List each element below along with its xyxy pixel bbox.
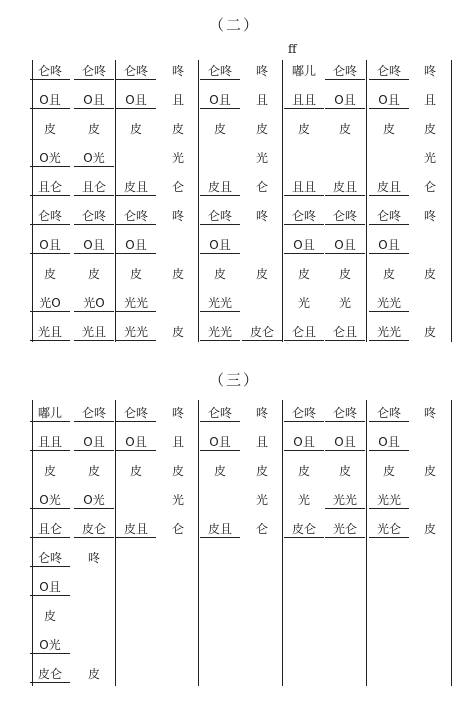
syllable-cell: 仑咚 (30, 551, 70, 567)
barline (282, 400, 283, 686)
syllable-cell: O且 (116, 238, 156, 254)
syllable-cell: O且 (369, 238, 409, 254)
syllable-cell: 仑咚 (200, 64, 240, 80)
syllable-cell: 皮 (382, 122, 395, 136)
syllable-cell: 皮仑 (284, 522, 324, 538)
syllable-cell: 光 (423, 151, 436, 165)
syllable-cell: 光光 (200, 325, 240, 341)
syllable-cell: 光光 (369, 493, 409, 509)
syllable-cell: 皮 (213, 267, 226, 281)
syllable-cell: 咚 (171, 209, 184, 223)
syllable-cell: O且 (284, 238, 324, 254)
syllable-cell: 仑咚 (284, 209, 324, 225)
syllable-cell: O且 (200, 238, 240, 254)
syllable-cell: 仑咚 (200, 406, 240, 422)
syllable-cell: 仑咚 (74, 209, 114, 225)
syllable-cell: 仑 (255, 180, 268, 194)
syllable-cell: 咚 (423, 209, 436, 223)
syllable-cell: O且 (30, 580, 70, 596)
syllable-cell: 仑咚 (116, 64, 156, 80)
syllable-cell: 咚 (171, 406, 184, 420)
syllable-cell: 皮仑 (30, 667, 70, 683)
syllable-cell: O且 (74, 93, 114, 109)
syllable-cell: O且 (369, 435, 409, 451)
syllable-cell: 仑咚 (369, 209, 409, 225)
syllable-cell: 皮 (255, 464, 268, 478)
syllable-cell: 光 (297, 296, 310, 310)
syllable-cell: 咚 (423, 64, 436, 78)
syllable-cell: O且 (30, 93, 70, 109)
barline (198, 60, 199, 342)
syllable-cell: 仑咚 (74, 406, 114, 422)
syllable-cell: 皮 (423, 325, 436, 339)
syllable-cell: 光光 (116, 325, 156, 341)
syllable-cell: 光 (255, 151, 268, 165)
syllable-cell: 咚 (87, 551, 100, 565)
syllable-cell: 皮 (87, 464, 100, 478)
syllable-cell: O光 (30, 638, 70, 654)
syllable-cell: O光 (74, 151, 114, 167)
syllable-cell: 仑咚 (116, 406, 156, 422)
syllable-cell: O且 (325, 435, 365, 451)
syllable-cell: 仑咚 (284, 406, 324, 422)
syllable-cell: 皮 (423, 122, 436, 136)
syllable-cell: 皮且 (200, 180, 240, 196)
syllable-cell: 皮 (43, 609, 56, 623)
syllable-cell: 光光 (369, 325, 409, 341)
syllable-cell: 且仑 (30, 522, 70, 538)
syllable-cell: 皮 (87, 667, 100, 681)
syllable-cell: O光 (30, 151, 70, 167)
syllable-cell: O且 (325, 93, 365, 109)
syllable-cell: 仑 (423, 180, 436, 194)
syllable-cell: 光 (255, 493, 268, 507)
barline (282, 60, 283, 342)
syllable-cell: 皮 (338, 267, 351, 281)
syllable-cell: 仑咚 (116, 209, 156, 225)
syllable-cell: 光 (338, 296, 351, 310)
syllable-cell: 皮仑 (242, 325, 282, 341)
dynamic-marking: ff (288, 42, 297, 56)
syllable-cell: O且 (74, 238, 114, 254)
syllable-cell: 光光 (369, 296, 409, 312)
syllable-cell: 皮 (297, 122, 310, 136)
syllable-cell: 且 (171, 93, 184, 107)
syllable-cell: O且 (116, 93, 156, 109)
syllable-cell: 嘟儿 (291, 64, 316, 78)
syllable-cell: 且且 (284, 180, 324, 196)
syllable-cell: 仑咚 (325, 209, 365, 225)
syllable-cell: 咚 (255, 406, 268, 420)
syllable-cell: 皮 (87, 267, 100, 281)
syllable-cell: 皮 (423, 267, 436, 281)
section-3-heading: （三） (208, 371, 260, 389)
syllable-cell: 咚 (171, 64, 184, 78)
syllable-cell: 光光 (116, 296, 156, 312)
syllable-cell: 皮 (423, 464, 436, 478)
syllable-cell: 皮 (129, 464, 142, 478)
syllable-cell: 且仑 (30, 180, 70, 196)
syllable-cell: 光光 (200, 296, 240, 312)
syllable-cell: 仑且 (325, 325, 365, 341)
syllable-cell: 仑咚 (325, 64, 365, 80)
syllable-cell: 光仑 (325, 522, 365, 538)
syllable-cell: 光 (297, 493, 310, 507)
syllable-cell: 皮且 (116, 522, 156, 538)
syllable-cell: 且仑 (74, 180, 114, 196)
syllable-cell: 光光 (325, 493, 365, 509)
syllable-cell: 光O (30, 296, 70, 312)
barline (366, 60, 367, 342)
syllable-cell: O且 (74, 435, 114, 451)
syllable-cell: 皮 (338, 464, 351, 478)
syllable-cell: 仑咚 (30, 64, 70, 80)
syllable-cell: 仑 (171, 180, 184, 194)
syllable-cell: 仑咚 (74, 64, 114, 80)
syllable-cell: 仑 (171, 522, 184, 536)
syllable-cell: 皮 (255, 267, 268, 281)
syllable-cell: 光且 (30, 325, 70, 341)
syllable-cell: 仑咚 (30, 209, 70, 225)
syllable-cell: 皮 (382, 464, 395, 478)
syllable-cell: O且 (200, 93, 240, 109)
syllable-cell: 咚 (255, 209, 268, 223)
syllable-cell: 仑 (255, 522, 268, 536)
syllable-cell: O且 (284, 435, 324, 451)
syllable-cell: 皮 (423, 522, 436, 536)
syllable-cell: 皮 (255, 122, 268, 136)
syllable-cell: 仑咚 (369, 64, 409, 80)
syllable-cell: 咚 (255, 64, 268, 78)
syllable-cell: 仑咚 (325, 406, 365, 422)
syllable-cell: 皮 (297, 267, 310, 281)
syllable-cell: 皮 (43, 267, 56, 281)
syllable-cell: 且且 (284, 93, 324, 109)
syllable-cell: 皮 (171, 122, 184, 136)
syllable-cell: 皮且 (116, 180, 156, 196)
barline (451, 60, 452, 342)
syllable-cell: 皮 (171, 325, 184, 339)
syllable-cell: 且 (255, 435, 268, 449)
barline (366, 400, 367, 686)
syllable-cell: O且 (325, 238, 365, 254)
syllable-cell: 且 (255, 93, 268, 107)
syllable-cell: 皮且 (325, 180, 365, 196)
section-2-heading: （二） (208, 16, 260, 34)
syllable-cell: 皮 (129, 122, 142, 136)
syllable-cell: 光且 (74, 325, 114, 341)
syllable-cell: 皮且 (369, 180, 409, 196)
syllable-cell: O光 (74, 493, 114, 509)
syllable-cell: 皮且 (200, 522, 240, 538)
syllable-cell: 咚 (423, 406, 436, 420)
syllable-cell: O且 (369, 93, 409, 109)
syllable-cell: 皮 (338, 122, 351, 136)
syllable-cell: 仑咚 (369, 406, 409, 422)
syllable-cell: 光O (74, 296, 114, 312)
syllable-cell: 光 (171, 151, 184, 165)
syllable-cell: 皮 (43, 464, 56, 478)
syllable-cell: 且且 (30, 435, 70, 451)
syllable-cell: 光仑 (369, 522, 409, 538)
syllable-cell: 皮 (43, 122, 56, 136)
syllable-cell: 皮仑 (74, 522, 114, 538)
syllable-cell: 光 (171, 493, 184, 507)
syllable-cell: O且 (200, 435, 240, 451)
syllable-cell: 皮 (382, 267, 395, 281)
syllable-cell: 皮 (297, 464, 310, 478)
syllable-cell: 皮 (171, 464, 184, 478)
syllable-cell: 皮 (213, 464, 226, 478)
syllable-cell: 且 (171, 435, 184, 449)
syllable-cell: O且 (30, 238, 70, 254)
syllable-cell: O且 (116, 435, 156, 451)
syllable-cell: 仑且 (284, 325, 324, 341)
syllable-cell: 仑咚 (200, 209, 240, 225)
syllable-cell: 皮 (129, 267, 142, 281)
syllable-cell: O光 (30, 493, 70, 509)
syllable-cell: 皮 (213, 122, 226, 136)
syllable-cell: 皮 (87, 122, 100, 136)
syllable-cell: 且 (423, 93, 436, 107)
syllable-cell: 皮 (171, 267, 184, 281)
barline (198, 400, 199, 686)
syllable-cell: 嘟儿 (30, 406, 70, 422)
barline (451, 400, 452, 686)
